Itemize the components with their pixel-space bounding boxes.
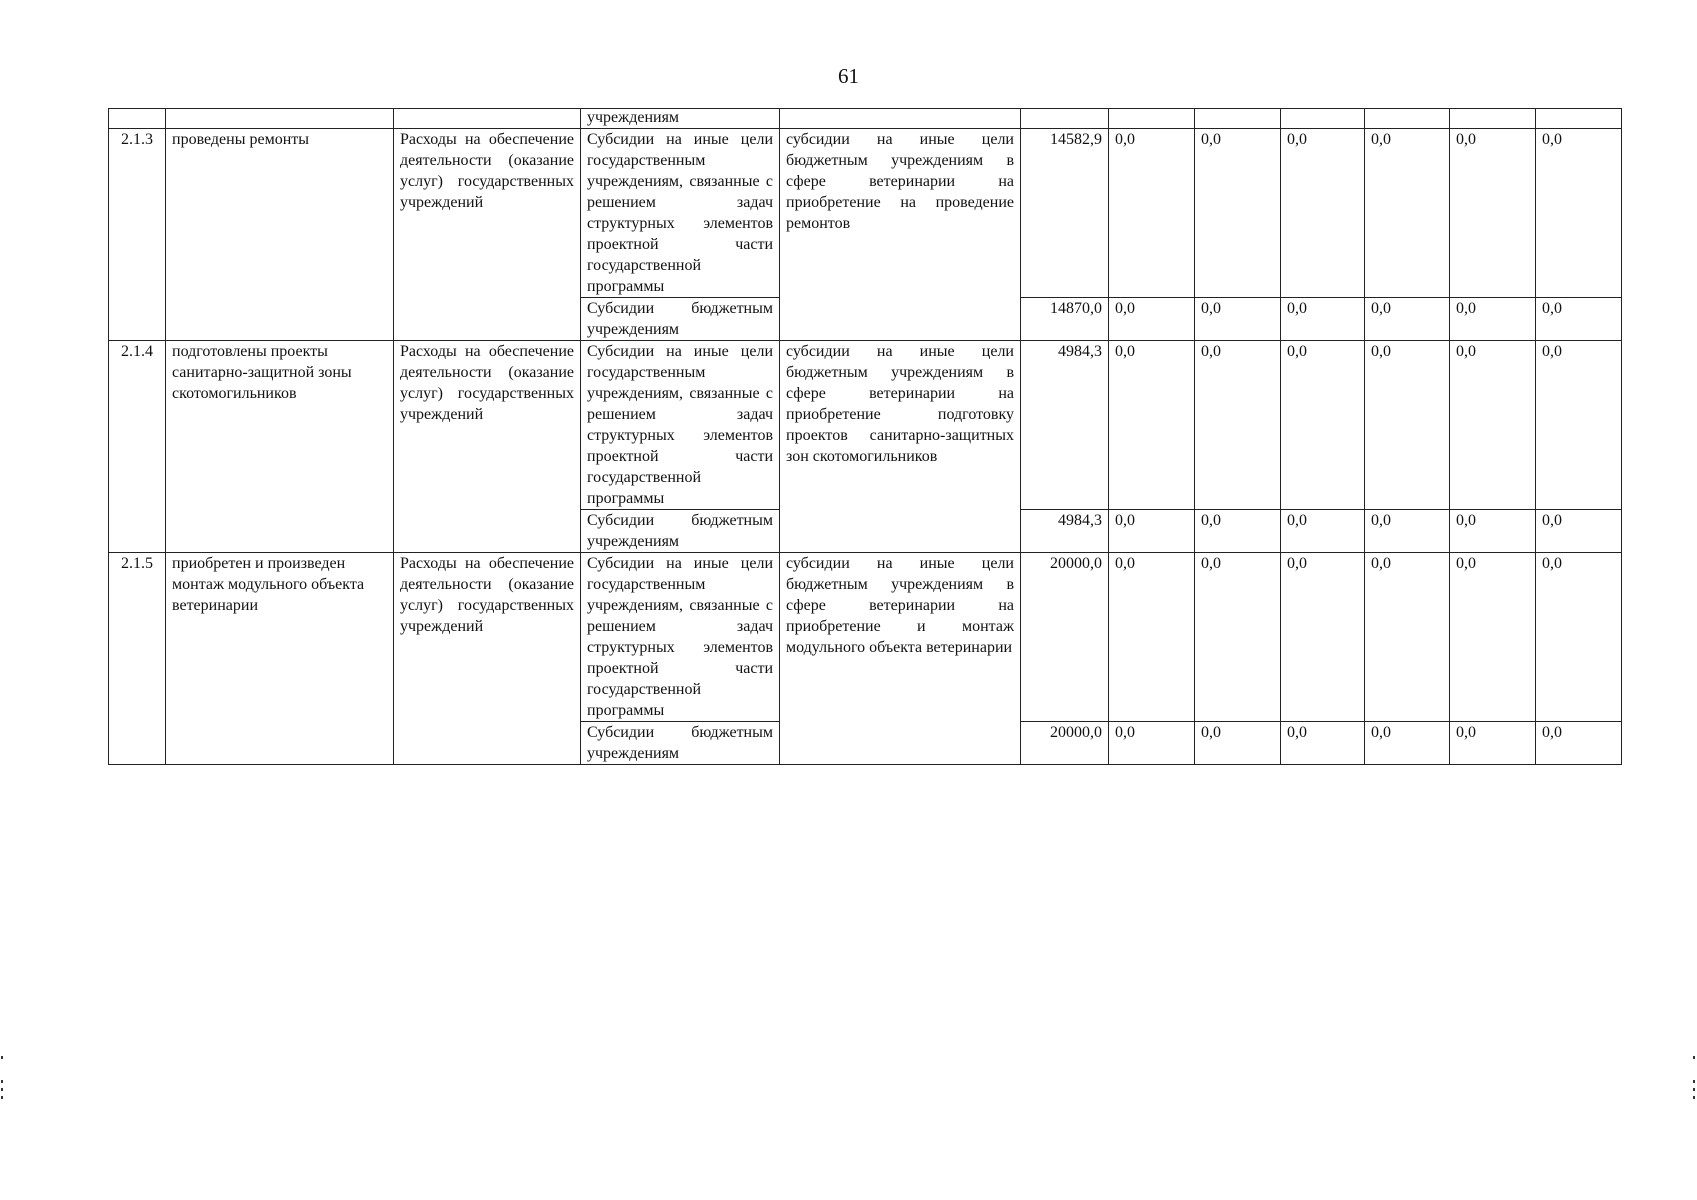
row-value: 0,0 — [1281, 722, 1365, 765]
row-value: 0,0 — [1109, 298, 1195, 341]
row-source: Субсидии на иные цели государственным учреждениям, связанные с решением задач структурных элементов проектной части государственной программы — [581, 129, 780, 298]
row-total: 20000,0 — [1021, 553, 1109, 722]
row-value: 0,0 — [1536, 553, 1622, 722]
row-value: 0,0 — [1365, 298, 1450, 341]
row-value: 0,0 — [1536, 722, 1622, 765]
row-value: 0,0 — [1365, 553, 1450, 722]
scan-mark — [1, 1080, 3, 1083]
continuation-row — [109, 109, 1622, 129]
row-result: приобретен и произведен монтаж модульного объекта ветеринарии — [166, 553, 394, 765]
row-value: 0,0 — [1365, 510, 1450, 553]
scan-mark — [1, 1056, 3, 1059]
row-value: 0,0 — [1109, 553, 1195, 722]
row-expense-type: Расходы на обеспечение деятельности (оказание услуг) государственных учреждений — [394, 553, 581, 765]
row-description: субсидии на иные цели бюджетным учреждениям в сфере ветеринарии на приобретение подготовку проектов санитарно-защитных зон скотомогильников — [780, 341, 1021, 553]
row-value: 0,0 — [1536, 298, 1622, 341]
table-row — [109, 129, 1622, 298]
scan-mark — [1, 1088, 3, 1091]
row-expense-type: Расходы на обеспечение деятельности (оказание услуг) государственных учреждений — [394, 129, 581, 341]
row-source: Субсидии на иные цели государственным учреждениям, связанные с решением задач структурных элементов проектной части государственной программы — [581, 553, 780, 722]
table-row — [109, 341, 1622, 510]
row-value: 0,0 — [1450, 129, 1536, 298]
row-value: 0,0 — [1195, 553, 1281, 722]
row-total: 4984,3 — [1021, 510, 1109, 553]
row-code: 2.1.4 — [109, 341, 166, 553]
row-value: 0,0 — [1195, 298, 1281, 341]
row-value: 0,0 — [1109, 341, 1195, 510]
row-total: 14582,9 — [1021, 129, 1109, 298]
scan-mark — [1, 1096, 3, 1099]
row-value: 0,0 — [1536, 129, 1622, 298]
row-value: 0,0 — [1281, 553, 1365, 722]
row-value: 0,0 — [1195, 129, 1281, 298]
row-value: 0,0 — [1365, 722, 1450, 765]
row-result: подготовлены проекты санитарно-защитной зоны скотомогильников — [166, 341, 394, 553]
row-value: 0,0 — [1195, 722, 1281, 765]
row-value: 0,0 — [1109, 510, 1195, 553]
row-value: 0,0 — [1536, 510, 1622, 553]
row-description: субсидии на иные цели бюджетным учреждениям в сфере ветеринарии на приобретение и монтаж модульного объекта ветеринарии — [780, 553, 1021, 765]
row-value: 0,0 — [1109, 722, 1195, 765]
row-value: 0,0 — [1281, 129, 1365, 298]
row-code: 2.1.5 — [109, 553, 166, 765]
row-value: 0,0 — [1195, 341, 1281, 510]
row-total: 14870,0 — [1021, 298, 1109, 341]
row-value: 0,0 — [1450, 722, 1536, 765]
row-value: 0,0 — [1109, 129, 1195, 298]
row-expense-type: Расходы на обеспечение деятельности (оказание услуг) государственных учреждений — [394, 341, 581, 553]
scan-mark — [1693, 1096, 1695, 1099]
scan-mark — [1693, 1080, 1695, 1083]
row-value: 0,0 — [1281, 298, 1365, 341]
scan-mark — [1693, 1056, 1695, 1059]
row-value: 0,0 — [1450, 553, 1536, 722]
row-value: 0,0 — [1365, 341, 1450, 510]
row-description: субсидии на иные цели бюджетным учреждениям в сфере ветеринарии на приобретение на проведение ремонтов — [780, 129, 1021, 341]
row-source: Субсидии на иные цели государственным учреждениям, связанные с решением задач структурных элементов проектной части государственной программы — [581, 341, 780, 510]
row-result: проведены ремонты — [166, 129, 394, 341]
page-number: 61 — [838, 64, 859, 88]
budget-table — [108, 108, 1622, 765]
row-source: Субсидии бюджетным учреждениям — [581, 298, 780, 341]
row-source: Субсидии бюджетным учреждениям — [581, 722, 780, 765]
row-value: 0,0 — [1281, 341, 1365, 510]
row-value: 0,0 — [1536, 341, 1622, 510]
row-source: Субсидии бюджетным учреждениям — [581, 510, 780, 553]
row-code: 2.1.3 — [109, 129, 166, 341]
row-value: 0,0 — [1195, 510, 1281, 553]
row-value: 0,0 — [1450, 298, 1536, 341]
row-total: 20000,0 — [1021, 722, 1109, 765]
scan-mark — [1693, 1088, 1695, 1091]
row-value: 0,0 — [1365, 129, 1450, 298]
row-value: 0,0 — [1281, 510, 1365, 553]
row-value: 0,0 — [1450, 341, 1536, 510]
table-row — [109, 553, 1622, 722]
row-total: 4984,3 — [1021, 341, 1109, 510]
row-value: 0,0 — [1450, 510, 1536, 553]
continuation-text: учреждениям — [581, 109, 780, 129]
